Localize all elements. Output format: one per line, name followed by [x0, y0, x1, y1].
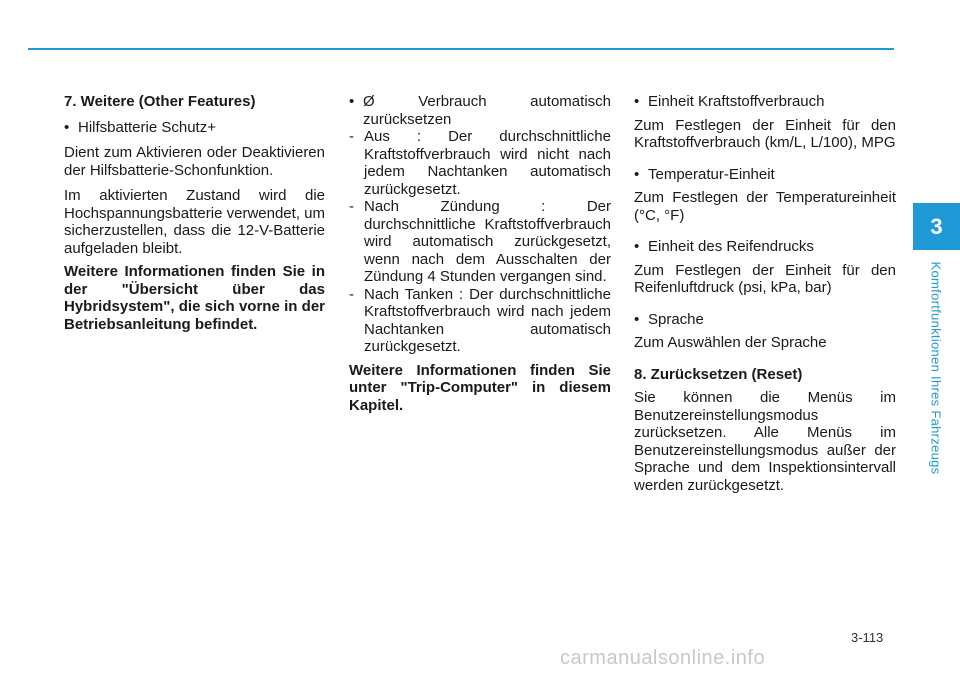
bullet-text: Einheit des Reifendrucks [648, 238, 814, 255]
paragraph: Zum Festlegen der Temperatureinheit (°C, °F) [634, 189, 896, 224]
bullet-item [634, 238, 896, 256]
bullet-mark: • [349, 93, 355, 110]
column-2 [349, 93, 611, 414]
bullet-mark: • [64, 118, 70, 136]
bullet-text: Ø Verbrauch automatisch zurücksetzen [363, 93, 611, 128]
bullet-mark: • [634, 165, 640, 183]
bullet-item [634, 166, 896, 184]
column-1 [64, 93, 325, 333]
bullet-item [349, 93, 611, 128]
paragraph: Dient zum Aktivieren oder Deaktivieren der Hilfsbatterie-Schonfunktion. [64, 144, 325, 179]
bullet-text: Hilfsbatterie Schutz+ [78, 118, 216, 136]
bullet-item [64, 119, 325, 137]
paragraph: Zum Festlegen der Einheit für den Reifenluftdruck (psi, kPa, bar) [634, 261, 896, 296]
dash-mark: - [349, 128, 354, 145]
dash-mark: - [349, 198, 354, 215]
chapter-side-title: Komfortfunktionen Ihres Fahrzeugs [928, 261, 944, 475]
paragraph: Im aktivierten Zustand wird die Hochspannungsbatterie verwendet, um sicherzustellen, dass die 12-V-Batterie aufgeladen bleibt. [64, 187, 325, 257]
bullet-text: Temperatur-Einheit [648, 165, 775, 183]
section-heading-reset: 8. Zurücksetzen (Reset) [634, 365, 803, 383]
bullet-mark: • [634, 310, 640, 328]
paragraph: Sie können die Menüs im Benutzereinstellungsmodus zurücksetzen. Alle Menüs im Benutzereinstellungsmodus außer der Sprache und dem Inspektionsintervall werden zurückgesetzt. [634, 389, 896, 494]
dash-text: Nach Tanken : Der durchschnittliche Kraftstoffverbrauch wird nach jedem Nachtanken automatisch zurückgesetzt. [364, 285, 611, 355]
column-3 [634, 93, 896, 494]
dash-text: Nach Zündung : Der durchschnittliche Kraftstoffverbrauch wird automatisch zurückgesetzt, wenn nach dem Ausschalten der Zündung 4 Stunden vergangen sind. [364, 198, 611, 285]
bullet-text: Sprache [648, 310, 704, 328]
dash-item [349, 286, 611, 356]
dash-mark: - [349, 285, 354, 303]
bullet-item [634, 311, 896, 329]
bullet-mark: • [634, 238, 640, 255]
paragraph: Zum Auswählen der Sprache [634, 334, 827, 351]
section-heading-other-features: 7. Weitere (Other Features) [64, 93, 256, 110]
info-note: Weitere Informationen finden Sie unter "Trip-Computer" in diesem Kapitel. [349, 361, 611, 414]
bullet-text: Einheit Kraftstoffverbrauch [648, 93, 825, 110]
bullet-item [634, 93, 896, 111]
header-rule [28, 48, 894, 50]
watermark-text: carmanualsonline.info [560, 647, 766, 669]
paragraph: Zum Festlegen der Einheit für den Kraftstoffverbrauch (km/L, L/100), MPG [634, 116, 896, 151]
dash-item [349, 128, 611, 198]
info-note: Weitere Informationen finden Sie in der "Übersicht über das Hybridsystem", die sich vorne in der Betriebsanleitung befindet. [64, 263, 325, 333]
chapter-tab: 3 [913, 203, 960, 250]
bullet-mark: • [634, 93, 640, 110]
dash-item [349, 198, 611, 286]
page-number: 3-113 [851, 630, 884, 645]
dash-text: Aus : Der durchschnittliche Kraftstoffverbrauch wird nicht nach jedem Nachtanken automatisch zurückgesetzt. [364, 128, 611, 198]
